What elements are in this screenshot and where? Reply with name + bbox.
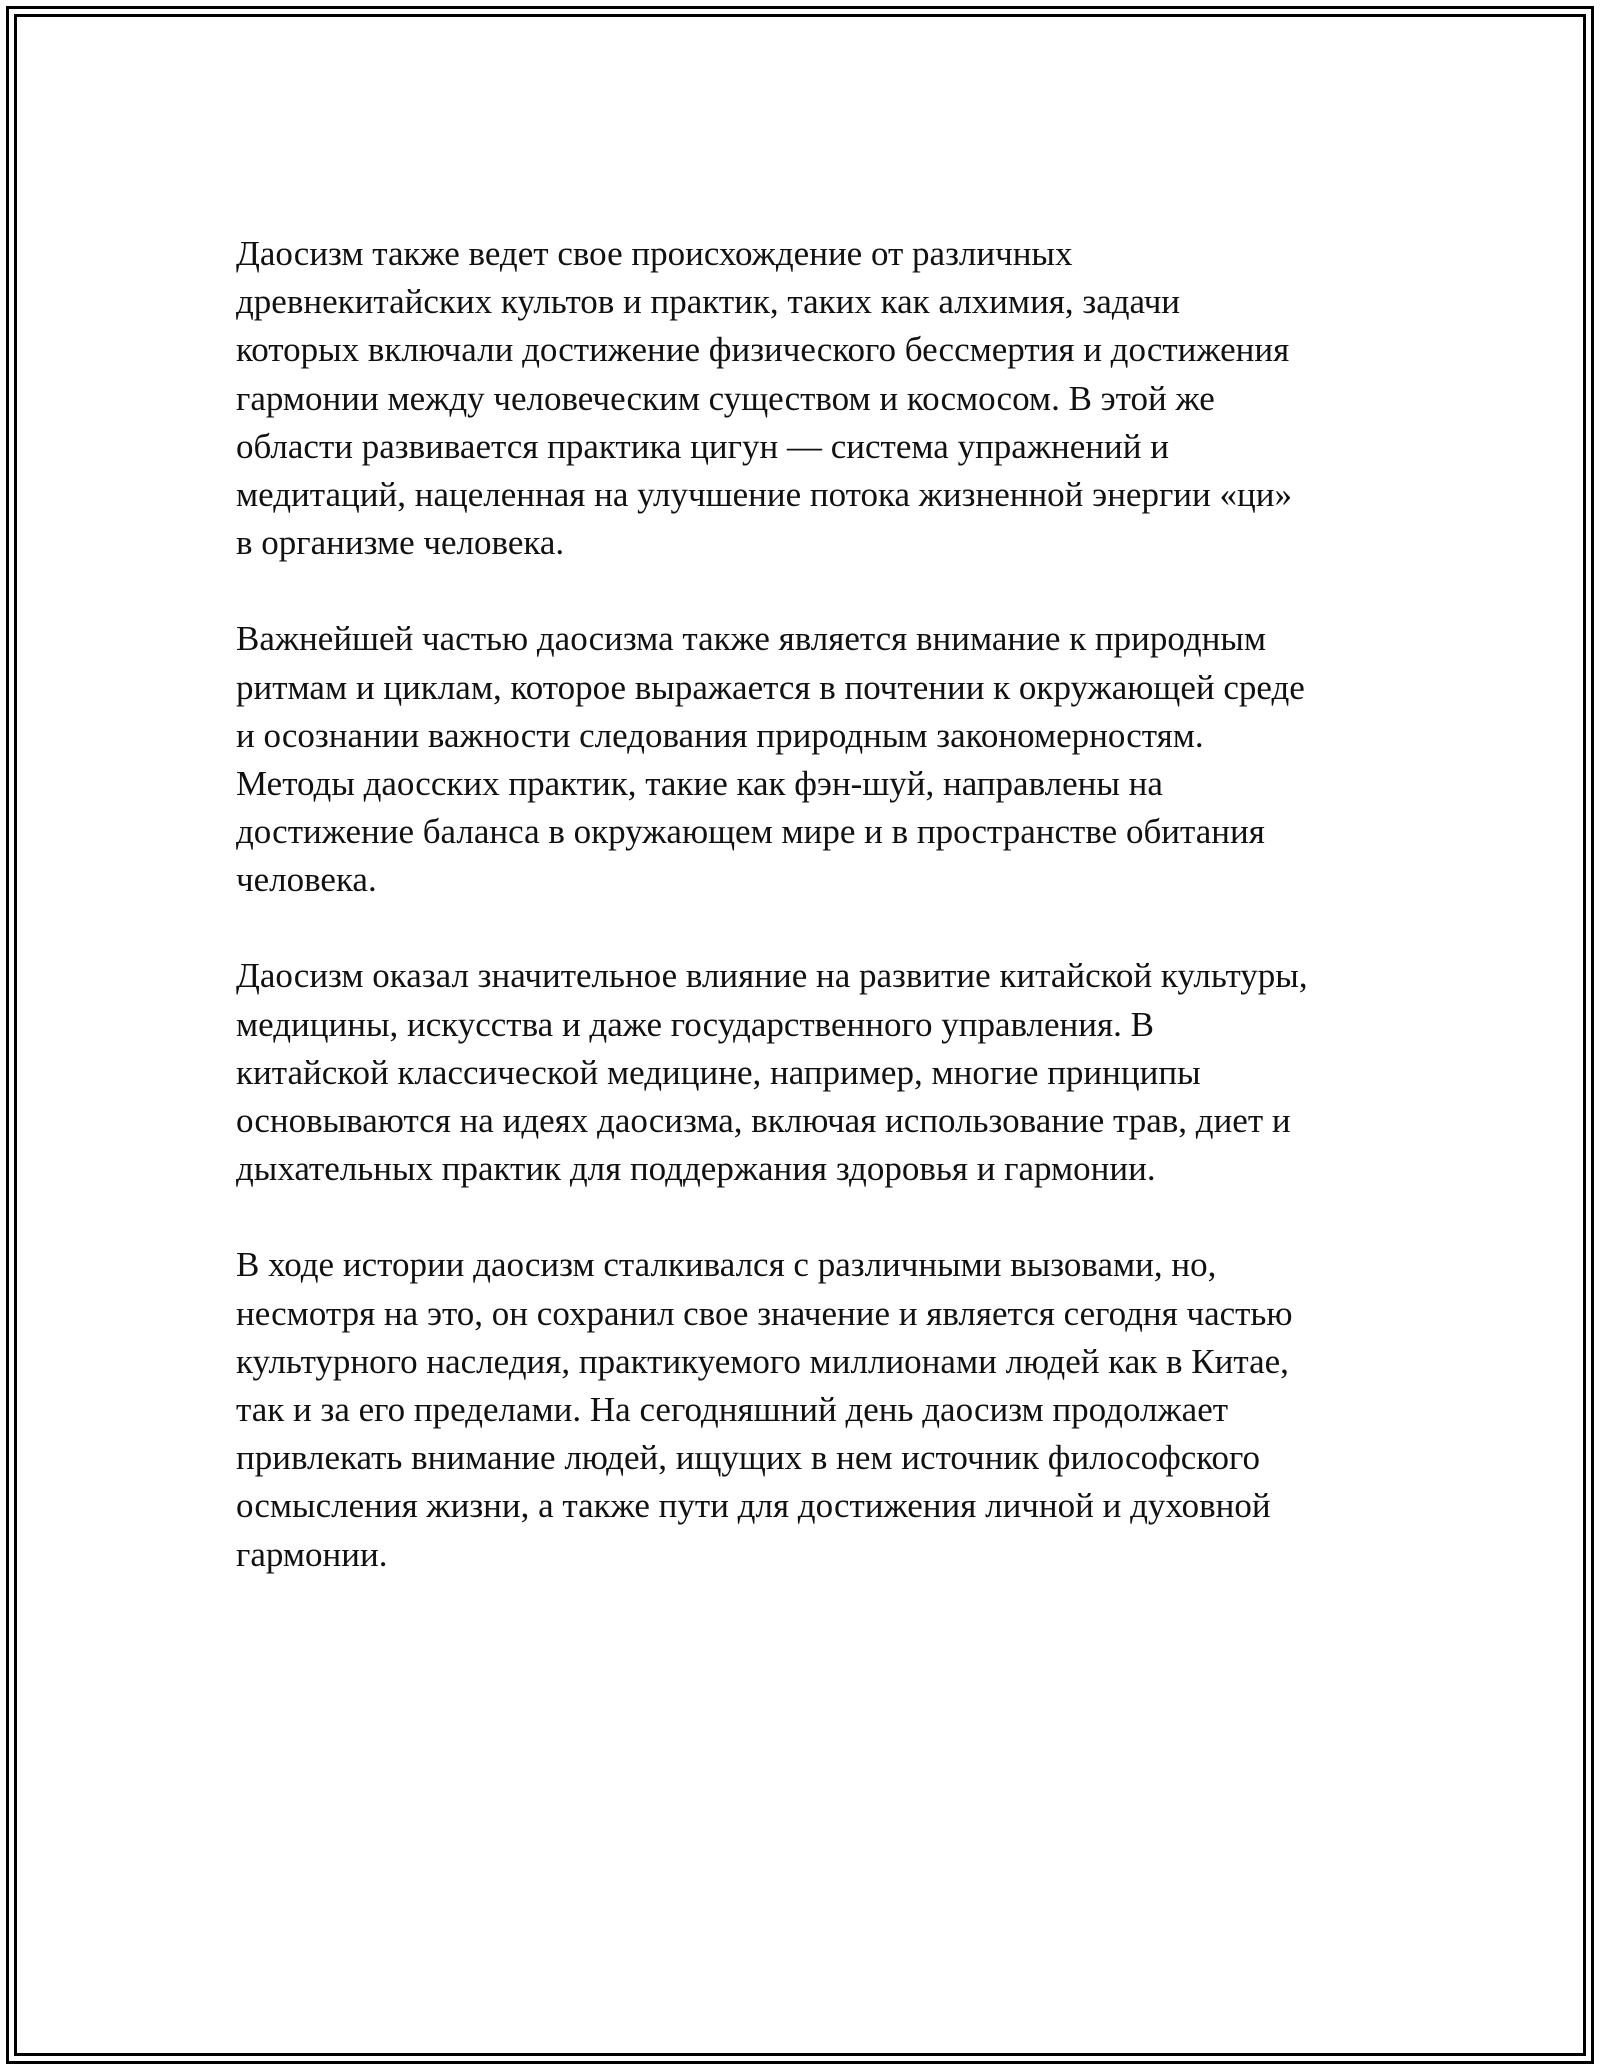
text-line: гармонии между человеческим существом и космосом. В этой же — [236, 378, 1215, 418]
paragraph-influence — [236, 952, 1376, 1193]
document-body — [236, 230, 1376, 1627]
text-line: осмысления жизни, а также пути для достижения личной и духовной — [236, 1486, 1271, 1526]
text-line: гармонии. — [236, 1534, 388, 1574]
text-line: Даосизм также ведет свое происхождение от различных — [236, 234, 1073, 273]
text-line: китайской классической медицине, например, многие принципы — [236, 1052, 1201, 1092]
text-line: области развивается практика цигун — система упражнений и — [236, 426, 1169, 466]
text-line: медитаций, нацеленная на улучшение потока жизненной энергии «ци» — [236, 474, 1292, 514]
paragraph-history — [236, 1241, 1376, 1578]
text-line: Методы даосских практик, такие как фэн-шуй, направлены на — [236, 763, 1163, 803]
text-line: достижение баланса в окружающем мире и в пространстве обитания — [236, 812, 1265, 852]
text-line: которых включали достижение физического бессмертия и достижения — [236, 330, 1290, 370]
text-line: древнекитайских культов и практик, таких как алхимия, задачи — [236, 282, 1181, 322]
paragraph-origins — [236, 230, 1376, 567]
text-line: человека. — [236, 860, 377, 900]
text-line: культурного наследия, практикуемого миллионами людей как в Китае, — [236, 1341, 1289, 1381]
text-line: дыхательных практик для поддержания здоровья и гармонии. — [236, 1149, 1156, 1189]
text-line: основываются на идеях даосизма, включая использование трав, диет и — [236, 1101, 1291, 1140]
paragraph-nature — [236, 615, 1376, 904]
text-line: несмотря на это, он сохранил свое значение и является сегодня частью — [236, 1293, 1293, 1333]
text-line: Важнейшей частью даосизма также является внимание к природным — [236, 619, 1267, 659]
text-line: в организме человека. — [236, 523, 565, 563]
text-line: В ходе истории даосизм сталкивался с различными вызовами, но, — [236, 1245, 1217, 1285]
text-line: и осознании важности следования природным закономерностям. — [236, 715, 1204, 755]
text-line: Даосизм оказал значительное влияние на развитие китайской культуры, — [236, 956, 1308, 996]
text-line: медицины, искусства и даже государственного управления. В — [236, 1004, 1154, 1044]
text-line: привлекать внимание людей, ищущих в нем источник философского — [236, 1438, 1260, 1478]
text-line: так и за его пределами. На сегодняшний день даосизм продолжает — [236, 1389, 1229, 1429]
text-line: ритмам и циклам, которое выражается в почтении к окружающей среде — [236, 667, 1305, 707]
